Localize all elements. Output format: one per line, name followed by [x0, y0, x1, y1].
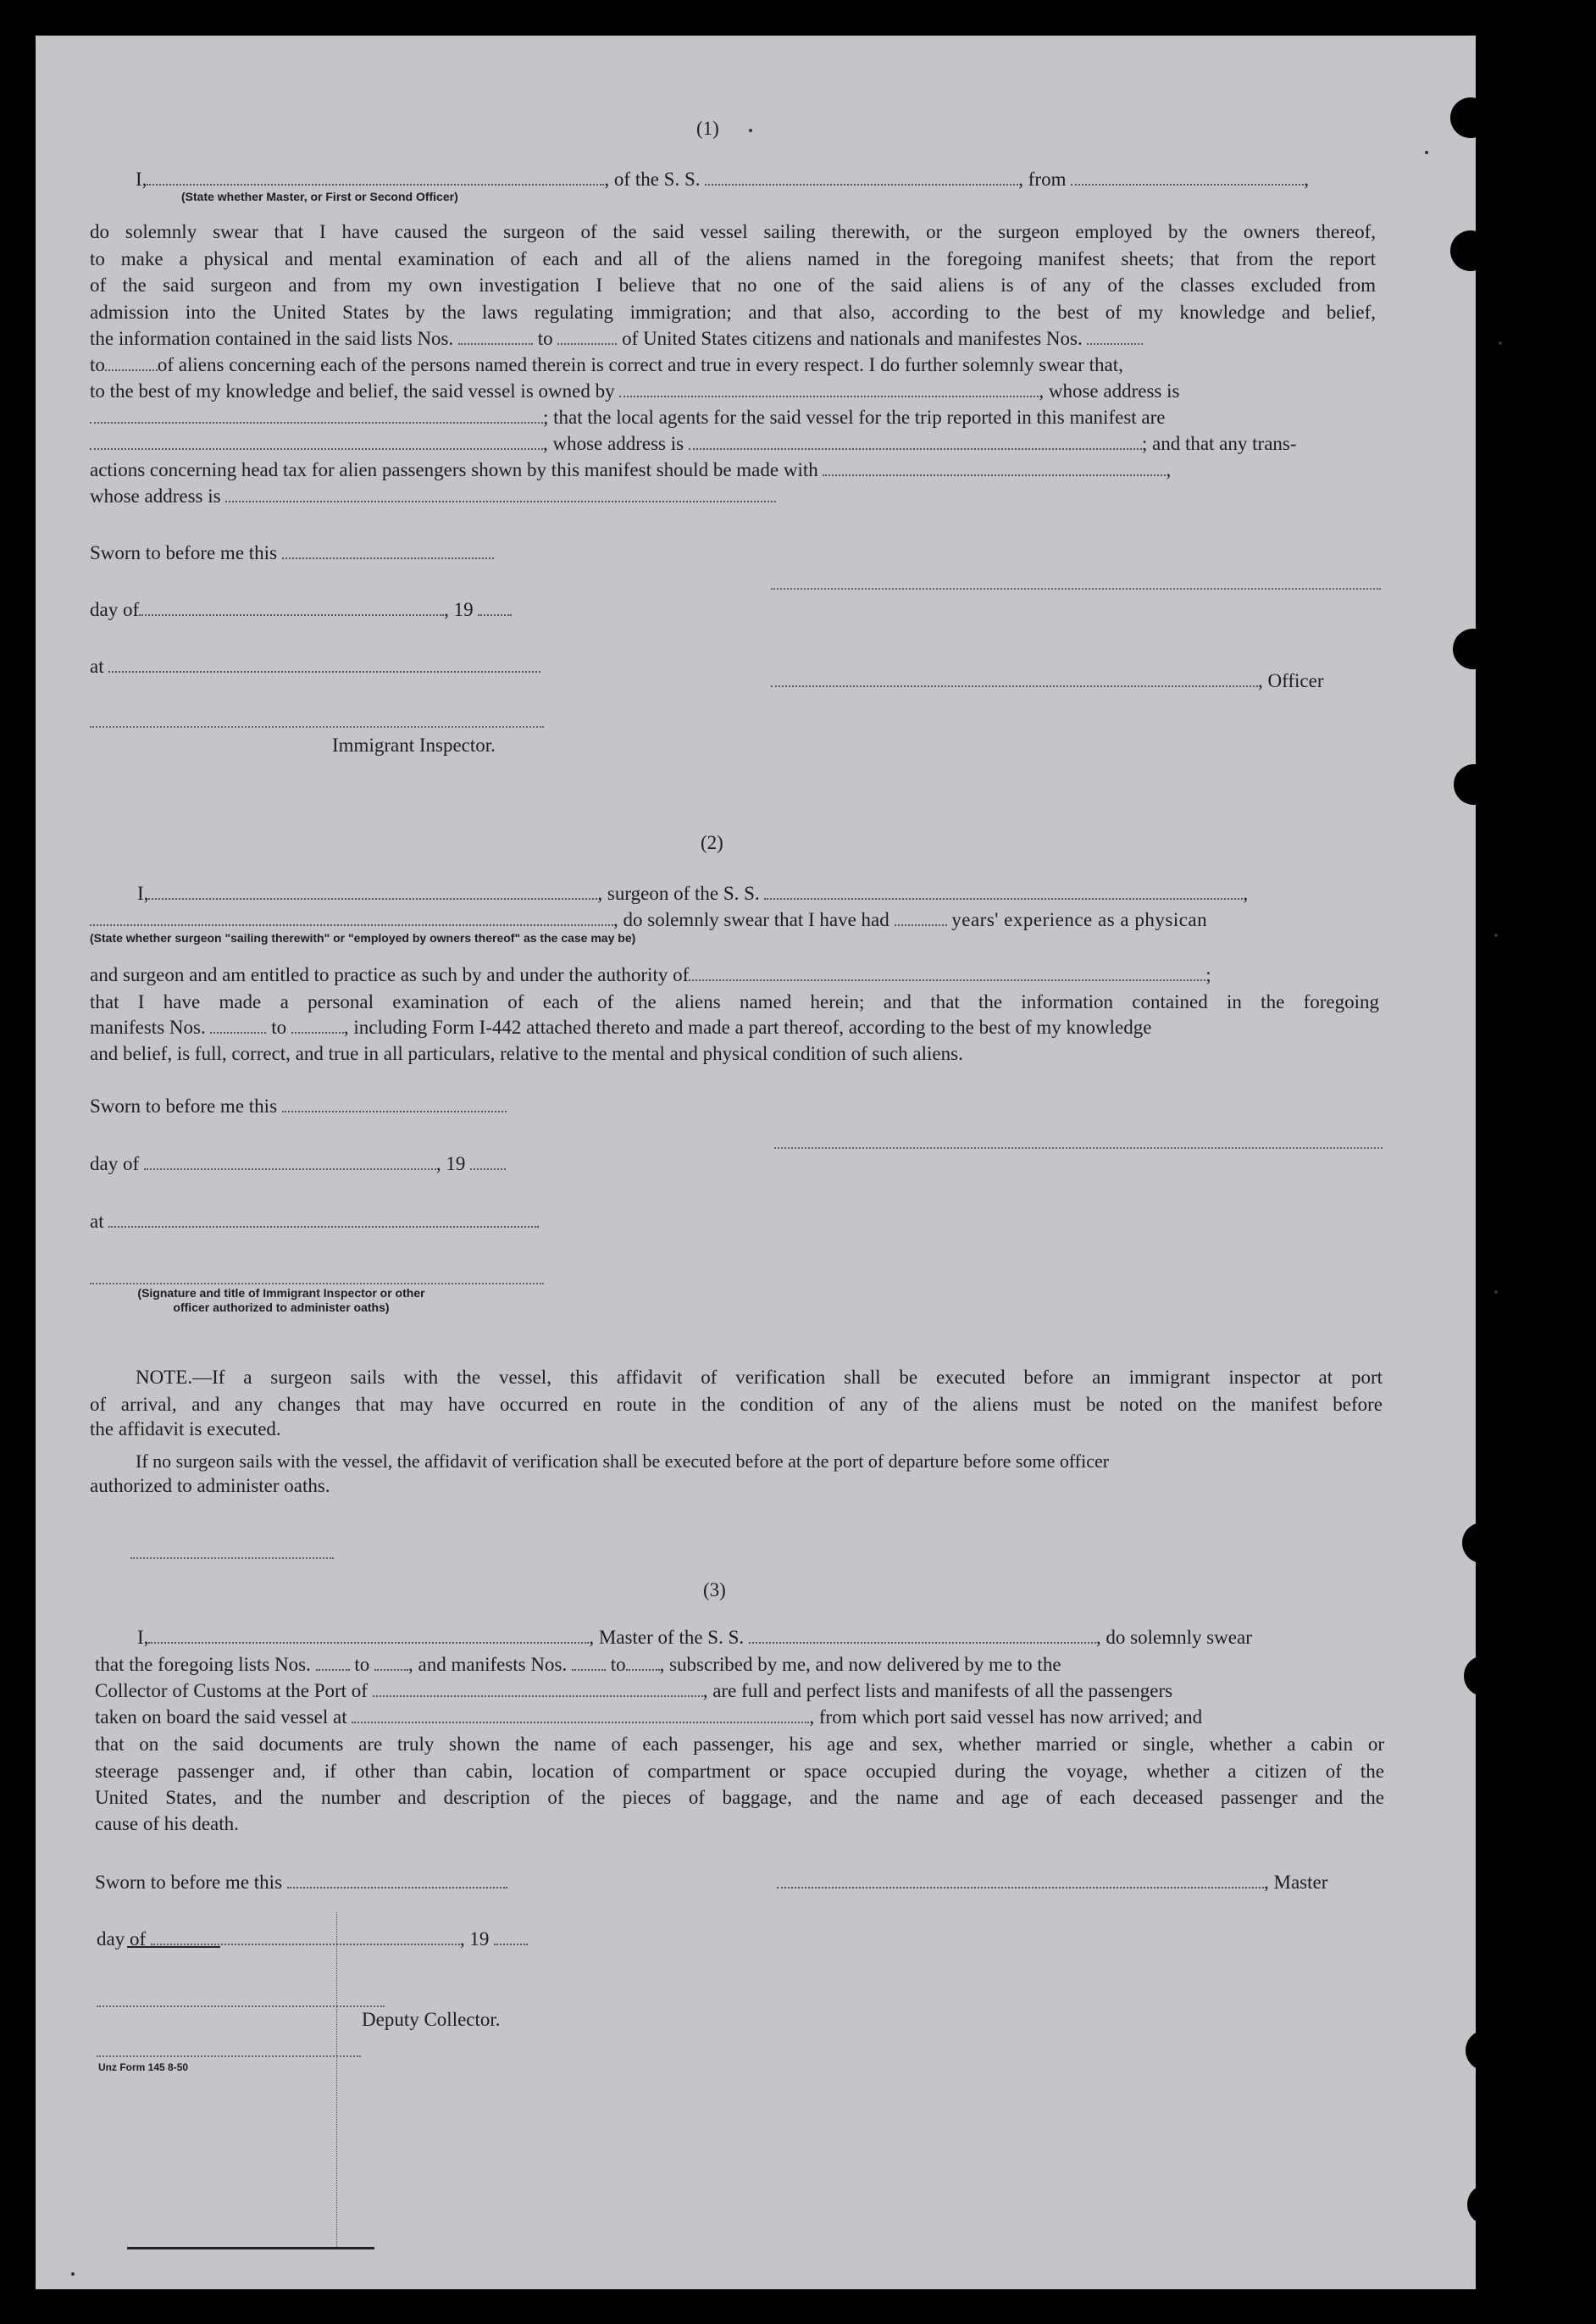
owner-blank[interactable] — [619, 379, 1039, 397]
binder-hole-10 — [1488, 2028, 1521, 2062]
stray-mark-3 — [1499, 341, 1502, 345]
section-3-number: (3) — [703, 1579, 726, 1600]
owner-address-blank[interactable] — [90, 405, 543, 424]
stray-mark-6 — [71, 2272, 75, 2276]
stray-mark-5 — [1494, 1290, 1498, 1294]
surgeon-signature-line[interactable] — [774, 1147, 1383, 1149]
section-3-sworn: Sworn to before me this — [95, 1870, 507, 1895]
surgeon-note: (State whether surgeon "sailing therewith" or "employed by owners thereof" as the case may be) — [90, 931, 636, 945]
section-1-at: at — [90, 654, 540, 679]
section-1-line-owned: to the best of my knowledge and belief, the said vessel is owned by , whose address is — [90, 380, 1180, 402]
agents-address-blank[interactable] — [689, 431, 1142, 450]
note-body: NOTE.—If a surgeon sails with the vessel, this affidavit of verification shall be executed before an immigrant inspector at port of arrival, and any changes that may have occurred en route in the condition of any of the aliens must be noted on the manifest before — [90, 1367, 1383, 1415]
section-2-line-1: I, , surgeon of the S. S. , — [137, 883, 1249, 904]
head-tax-address-blank[interactable] — [225, 484, 776, 502]
lists-nos-from-blank[interactable] — [458, 326, 533, 345]
s3-manifests-from-blank[interactable] — [572, 1652, 606, 1671]
year-blank-1[interactable] — [478, 597, 512, 616]
binder-hole-3 — [1477, 258, 1511, 291]
section-1-line-actions: actions concerning head tax for alien passengers shown by this manifest should be made with , — [90, 459, 1172, 480]
master-name-blank[interactable] — [148, 1625, 589, 1644]
section-1-number: (1) — [696, 118, 719, 139]
day-of-blank-2[interactable] — [144, 1151, 436, 1170]
day-of-strike-line — [127, 1946, 220, 1948]
label-i: I, — [136, 169, 147, 190]
sworn-day-blank-2[interactable] — [282, 1094, 507, 1112]
day-of-blank-3[interactable] — [151, 1927, 460, 1945]
taken-aboard-at-blank[interactable] — [352, 1705, 809, 1723]
section-3-last-line: cause of his death. — [95, 1813, 239, 1834]
at-blank-2[interactable] — [108, 1209, 539, 1228]
surgeon-manifests-to-blank[interactable] — [291, 1015, 344, 1034]
agents-blank[interactable] — [90, 431, 543, 450]
sworn-day-blank-3[interactable] — [287, 1870, 507, 1889]
manifests-to-blank[interactable] — [105, 352, 158, 371]
surgeon-ship-blank[interactable] — [764, 881, 1243, 900]
stray-mark-2 — [1425, 151, 1428, 154]
authority-blank[interactable] — [689, 962, 1205, 981]
section-1-line-agents: ; that the local agents for the said vessel for the trip reported in this manifest are — [90, 405, 1165, 430]
lists-nos-to-blank[interactable] — [557, 326, 617, 345]
note-line-3: the affidavit is executed. — [90, 1418, 281, 1439]
section-1-line-to: to of aliens concerning each of the persons named therein is correct and true in every respect. I do further solemnly swear that, — [90, 354, 1123, 375]
bottom-rule — [127, 2247, 374, 2249]
sworn-day-blank-1[interactable] — [282, 541, 494, 559]
officer-note: (State whether Master, or First or Second Officer) — [181, 190, 458, 203]
master-ship-blank[interactable] — [749, 1625, 1096, 1644]
s3-manifests-to-blank[interactable] — [626, 1652, 660, 1671]
section-1-line-nos: the information contained in the said lists Nos. to of United States citizens and nationals and manifestes Nos. — [90, 326, 1143, 352]
year-blank-2[interactable] — [470, 1151, 506, 1170]
manifests-nos-blank[interactable] — [1087, 326, 1143, 345]
note-line-4: If no surgeon sails with the vessel, the affidavit of verification shall be executed before at the port of departure before some officer — [136, 1450, 1110, 1472]
inspector-signature-line-2[interactable] — [90, 1283, 544, 1284]
divider-line — [130, 1557, 334, 1559]
officer-signature-blank[interactable] — [771, 668, 1258, 687]
section-2-line-5: manifests Nos. to , including Form I-442 attached thereto and made a part thereof, according to the best of my knowledge — [90, 1017, 1152, 1038]
port-of-blank[interactable] — [373, 1678, 703, 1697]
immigrant-inspector-label: Immigrant Inspector. — [332, 735, 496, 756]
surgeon-name-blank[interactable] — [148, 881, 597, 900]
surgeon-manifests-from-blank[interactable] — [210, 1015, 266, 1034]
deputy-collector-label: Deputy Collector. — [362, 2009, 501, 2030]
margin-rule — [336, 1912, 337, 2247]
from-port-blank[interactable] — [1071, 167, 1304, 186]
section-1-line-whose: whose address is — [90, 484, 776, 509]
section-2-line-3: and surgeon and am entitled to practice as such by and under the authority of ; — [90, 964, 1211, 985]
binder-hole-4 — [1453, 629, 1493, 669]
binder-hole-7 — [1462, 1523, 1503, 1563]
at-blank-1[interactable] — [108, 654, 540, 673]
form-page — [36, 36, 1476, 2289]
inspector-signature-line-1[interactable] — [90, 726, 544, 728]
section-2-sworn: Sworn to before me this — [90, 1094, 507, 1119]
stray-mark-4 — [1494, 934, 1498, 937]
binder-hole-11 — [1467, 2184, 1508, 2225]
binder-hole-5 — [1454, 764, 1494, 805]
section-3-line-2: that the foregoing lists Nos. to , and manifests Nos. to , subscribed by me, and now delivered by me to the — [95, 1654, 1061, 1675]
section-1-line-address: , whose address is ; and that any trans- — [90, 431, 1297, 457]
s3-lists-from-blank[interactable] — [316, 1652, 350, 1671]
section-3-body: that on the said documents are truly shown the name of each passenger, his age and sex, whether married or single, whether a cabin or steerage passenger and, if other than cabin, location of compartment or space occupied during the voyage, whether a citizen of the United States, and the number and description of the pieces of baggage, and the name and age of each deceased passenger and the — [95, 1733, 1384, 1808]
collector-signature-line[interactable] — [97, 2005, 385, 2007]
stray-mark-1 — [749, 129, 752, 132]
label-of-ss: , of the S. S. — [604, 169, 701, 190]
label-from: , from — [1018, 169, 1067, 190]
s3-lists-to-blank[interactable] — [374, 1652, 408, 1671]
head-tax-party-blank[interactable] — [823, 458, 1166, 476]
years-experience-blank[interactable] — [895, 907, 947, 926]
section-1-body: do solemnly swear that I have caused the surgeon of the said vessel sailing therewith, or the surgeon employed by the owners thereof, to make a physical and mental examination of each and all of the aliens named in the foregoing manifest sheets; that from the report of the said surgeon and from my own investigation I believe that no one of the said aliens is of any of the classes excluded from admission into the United States by the laws regulating immigration; and that also, according to the best of my knowledge and belief, — [90, 221, 1376, 323]
section-1-officer: , Officer — [771, 668, 1323, 694]
section-3-master: , Master — [777, 1870, 1327, 1895]
surgeon-status-blank[interactable] — [90, 907, 613, 926]
master-signature-blank[interactable] — [777, 1870, 1264, 1889]
section-2-line-6: and belief, is full, correct, and true in all particulars, relative to the mental and physical condition of such aliens. — [90, 1043, 963, 1064]
section-3-line-3: Collector of Customs at the Port of , are full and perfect lists and manifests of all the passengers — [95, 1680, 1173, 1701]
section-2-line-2: , do solemnly swear that I have had years' experience as a physican — [90, 907, 1207, 933]
binder-hole-8 — [1464, 1656, 1505, 1696]
binder-hole-6 — [1482, 1140, 1520, 1177]
ship-name-blank[interactable] — [705, 167, 1018, 186]
note-line-5: authorized to administer oaths. — [90, 1475, 330, 1496]
section-2-day: day of , 19 — [90, 1151, 506, 1177]
section-1-sworn: Sworn to before me this — [90, 541, 494, 566]
day-of-blank-1[interactable] — [139, 597, 444, 616]
section-2-line-4: that I have made a personal examination of each of the aliens named herein; and that the information contained in the foregoing — [90, 991, 1379, 1012]
section-1-day: day of , 19 — [90, 597, 512, 623]
section-1-line-1: I, , of the S. S. , from , — [136, 169, 1309, 190]
section-3-day: day of , 19 — [97, 1927, 528, 1952]
section-3-line-4: taken on board the said vessel at , from which port said vessel has now arrived; and — [95, 1706, 1203, 1728]
section-2-number: (2) — [701, 832, 723, 853]
section-3-line-1: I, , Master of the S. S. , do solemnly swear — [137, 1627, 1252, 1648]
section-2-at: at — [90, 1209, 539, 1234]
officer-blank[interactable] — [147, 167, 604, 186]
signature-line-1a[interactable] — [771, 588, 1381, 590]
form-id: Unz Form 145 8-50 — [98, 2061, 189, 2073]
form-id-line — [97, 2055, 361, 2057]
binder-hole-1 — [1450, 97, 1491, 138]
signature-note: (Signature and title of Immigrant Inspector or other officer authorized to administer oaths) — [137, 1286, 425, 1314]
year-blank-3[interactable] — [494, 1927, 528, 1945]
